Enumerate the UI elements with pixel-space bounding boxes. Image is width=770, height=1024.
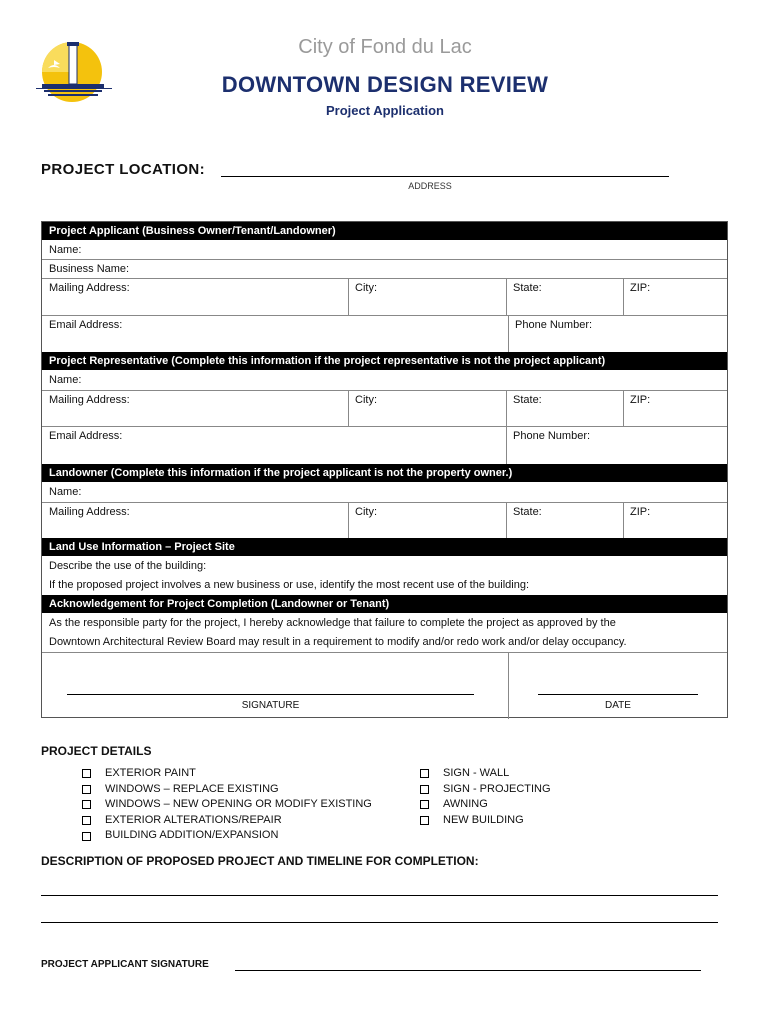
address-caption: ADDRESS xyxy=(408,181,452,191)
date-caption: DATE xyxy=(605,700,631,711)
representative-name-field[interactable]: Name: xyxy=(49,374,82,386)
signature-caption: SIGNATURE xyxy=(241,700,300,711)
applicant-section-header: Project Applicant (Business Owner/Tenant/Landowner) xyxy=(42,222,727,240)
acknowledgement-text-line1: As the responsible party for the project, I hereby acknowledge that failure to complete the project as approved by the xyxy=(49,617,616,629)
checkbox-icon[interactable] xyxy=(420,816,429,825)
checkbox-icon[interactable] xyxy=(420,769,429,778)
land-use-section-header: Land Use Information – Project Site xyxy=(42,538,727,556)
checkbox-awning[interactable]: AWNING xyxy=(420,797,551,813)
landowner-name-field[interactable]: Name: xyxy=(49,486,82,498)
page-title: DOWNTOWN DESIGN REVIEW xyxy=(221,72,549,97)
landowner-section-header: Landowner (Complete this information if the project applicant is not the property owner.) xyxy=(42,464,727,482)
checkbox-new-building[interactable]: NEW BUILDING xyxy=(420,813,551,829)
checkbox-building-addition[interactable]: BUILDING ADDITION/EXPANSION xyxy=(82,828,372,844)
project-details-title: PROJECT DETAILS xyxy=(41,744,152,758)
checkbox-windows-new-opening[interactable]: WINDOWS – NEW OPENING OR MODIFY EXISTING xyxy=(82,797,372,813)
applicant-signature-line[interactable] xyxy=(235,970,701,971)
applicant-zip-field[interactable]: ZIP: xyxy=(630,282,651,294)
city-name: City of Fond du Lac xyxy=(298,36,472,58)
checkbox-icon[interactable] xyxy=(82,785,91,794)
project-details-left-list xyxy=(82,766,372,844)
representative-section-header: Project Representative (Complete this information if the project representative is not the project applicant) xyxy=(42,352,727,370)
representative-phone-field[interactable]: Phone Number: xyxy=(513,430,591,442)
checkbox-icon[interactable] xyxy=(82,769,91,778)
checkbox-exterior-alterations[interactable]: EXTERIOR ALTERATIONS/REPAIR xyxy=(82,813,372,829)
description-line-1[interactable] xyxy=(41,895,718,896)
applicant-city-field[interactable]: City: xyxy=(355,282,377,294)
building-use-field[interactable]: Describe the use of the building: xyxy=(49,560,207,572)
project-location-field[interactable] xyxy=(221,176,669,177)
landowner-zip-field[interactable]: ZIP: xyxy=(630,506,651,518)
checkbox-icon[interactable] xyxy=(82,800,91,809)
representative-city-field[interactable]: City: xyxy=(355,394,377,406)
applicant-phone-field[interactable]: Phone Number: xyxy=(515,319,593,331)
representative-zip-field[interactable]: ZIP: xyxy=(630,394,651,406)
representative-state-field[interactable]: State: xyxy=(513,394,542,406)
checkbox-icon[interactable] xyxy=(420,800,429,809)
description-title: DESCRIPTION OF PROPOSED PROJECT AND TIMELINE FOR COMPLETION: xyxy=(41,854,479,868)
landowner-state-field[interactable]: State: xyxy=(513,506,542,518)
checkbox-icon[interactable] xyxy=(82,816,91,825)
recent-use-field[interactable]: If the proposed project involves a new business or use, identify the most recent use of the building: xyxy=(49,579,529,591)
applicant-email-field[interactable]: Email Address: xyxy=(49,319,123,331)
application-form xyxy=(41,221,728,718)
project-location-label: PROJECT LOCATION: xyxy=(41,161,206,178)
checkbox-icon[interactable] xyxy=(420,785,429,794)
applicant-name-field[interactable]: Name: xyxy=(49,244,82,256)
applicant-signature-label: PROJECT APPLICANT SIGNATURE xyxy=(41,959,209,970)
landowner-city-field[interactable]: City: xyxy=(355,506,377,518)
checkbox-windows-replace[interactable]: WINDOWS – REPLACE EXISTING xyxy=(82,782,372,798)
signature-line[interactable] xyxy=(67,694,474,695)
representative-mailing-field[interactable]: Mailing Address: xyxy=(49,394,130,406)
applicant-business-name-field[interactable]: Business Name: xyxy=(49,263,130,275)
checkbox-sign-projecting[interactable]: SIGN - PROJECTING xyxy=(420,782,551,798)
page-subtitle: Project Application xyxy=(326,103,444,118)
acknowledgement-text-line2: Downtown Architectural Review Board may result in a requirement to modify and/or redo work and/or delay occupancy. xyxy=(49,636,627,648)
description-line-2[interactable] xyxy=(41,922,718,923)
representative-email-field[interactable]: Email Address: xyxy=(49,430,123,442)
checkbox-icon[interactable] xyxy=(82,832,91,841)
applicant-mailing-field[interactable]: Mailing Address: xyxy=(49,282,130,294)
checkbox-sign-wall[interactable]: SIGN - WALL xyxy=(420,766,551,782)
checkbox-exterior-paint[interactable]: EXTERIOR PAINT xyxy=(82,766,372,782)
acknowledgement-section-header: Acknowledgement for Project Completion (Landowner or Tenant) xyxy=(42,595,727,613)
date-line[interactable] xyxy=(538,694,698,695)
project-details-right-list xyxy=(420,766,551,828)
applicant-state-field[interactable]: State: xyxy=(513,282,542,294)
landowner-mailing-field[interactable]: Mailing Address: xyxy=(49,506,130,518)
